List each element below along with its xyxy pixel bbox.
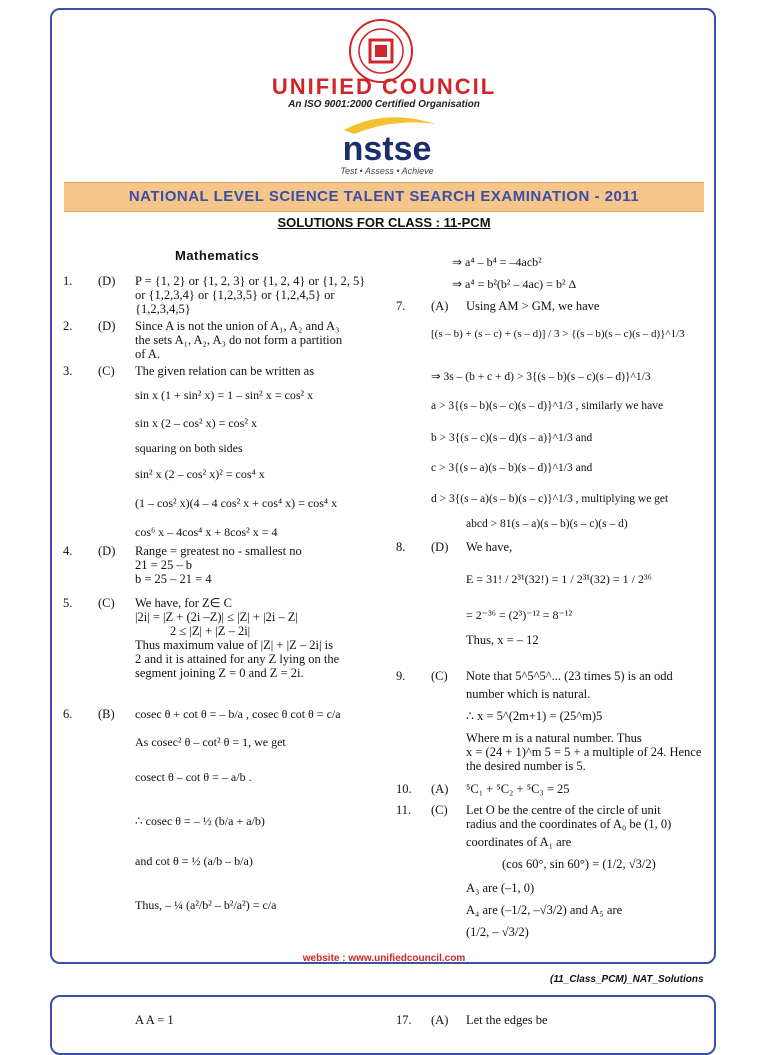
question-number: 8. [396,540,406,554]
website-link[interactable]: website : www.unifiedcouncil.com [302,953,466,964]
solution-line: number which is natural. [466,687,591,701]
solution-line: Note that 5^5^5^... (23 times 5) is an odd [466,669,673,683]
subject-heading: Mathematics [175,248,260,263]
equation: cosec θ + cot θ = – b/a , cosec θ cot θ = c/a [135,707,341,721]
nstse-swoosh-icon [324,112,450,178]
question-number: 6. [63,707,73,721]
solution-line: coordinates of A₁ are [466,835,572,849]
solution-line: ∴ x = 5^(2m+1) = (25^m)5 [466,709,603,723]
equation: ⇒ 3s – (b + c + d) > 3{(s – b)(s – c)(s – d)}^1/3 [431,371,651,383]
equation: sin² x (2 – cos² x)² = cos⁴ x [135,467,265,481]
question-number: 10. [396,782,412,796]
solution-line: (cos 60°, sin 60°) = (1/2, √3/2) [502,857,656,871]
equation: As cosec² θ – cot² θ = 1, we get [135,735,286,749]
equation: abcd > 81(s – a)(s – b)(s – c)(s – d) [466,518,628,530]
next-page-text: A A = 1 [135,1013,174,1027]
solution-line: We have, for Z∈ C [135,596,233,610]
answer-option: (D) [98,544,116,558]
footer-code: (11_Class_PCM)_NAT_Solutions [550,974,704,985]
answer-option: (C) [431,803,448,817]
equation: cos⁶ x – 4cos⁴ x + 8cos² x = 4 [135,525,278,539]
equation: Thus, – ¼ (a²/b² – b²/a²) = c/a [135,898,277,912]
answer-option: (D) [98,319,116,333]
iso-tagline: An ISO 9001:2000 Certified Organisation [288,99,480,110]
nstse-tagline: Test • Assess • Achieve [340,166,434,176]
solution-line: of A. [135,347,160,361]
equation: a > 3{(s – b)(s – c)(s – d)}^1/3 , similarly we have [431,400,664,412]
solution-line: 2 and it is attained for any Z lying on the [135,652,340,666]
solution-line: |2i| = |Z + (2i –Z)| ≤ |Z| + |2i – Z| [135,610,298,624]
question-number: 7. [396,299,406,313]
nstse-logo [324,112,450,178]
equation: E = 31! / 2³¹(32!) = 1 / 2³¹(32) = 1 / 2³⁶ [466,572,652,586]
solution-line: Range = greatest no - smallest no [135,544,302,558]
solution-line: Where m is a natural number. Thus [466,731,642,745]
solution-line: 21 = 25 – b [135,558,193,572]
answer-option: (C) [98,596,115,610]
solution-line: (1/2, – √3/2) [466,925,529,939]
solution-line: the sets A₁, A₂, A₃ do not form a partition [135,333,343,347]
solution-line: Let O be the centre of the circle of unit [466,803,661,817]
equation: [(s – b) + (s – c) + (s – d)] / 3 > {(s – b)(s – c)(s – d)}^1/3 [431,328,685,340]
exam-banner: NATIONAL LEVEL SCIENCE TALENT SEARCH EXAMINATION - 2011 [64,182,704,212]
solution-line: We have, [466,540,513,554]
next-page-text: Let the edges be [466,1013,548,1027]
solution-line: 2 ≤ |Z| + |Z – 2i| [170,624,251,638]
solution-line: ⁵C₁ + ⁵C₂ + ⁵C₃ = 25 [466,782,570,796]
equation: squaring on both sides [135,441,243,455]
answer-option: (D) [431,540,449,554]
equation: cosect θ – cot θ = – a/b . [135,770,252,784]
solution-line: segment joining Z = 0 and Z = 2i. [135,666,304,680]
question-number: 2. [63,319,73,333]
equation: sin x (2 – cos² x) = cos² x [135,416,257,430]
solution-line: The given relation can be written as [135,364,315,378]
question-number: 9. [396,669,406,683]
nstse-logo-text: nstse [342,130,432,168]
solution-line: Thus maximum value of |Z| + |Z – 2i| is [135,638,333,652]
question-number: 4. [63,544,73,558]
answer-option: (C) [98,364,115,378]
equation: ⇒ a⁴ – b⁴ = –4acb² [452,255,542,269]
equation: = 2⁻³⁶ = (2³)⁻¹² = 8⁻¹² [466,608,573,622]
solution-line: Since A is not the union of A₁, A₂ and A₃ [135,319,340,333]
solution-line: P = {1, 2} or {1, 2, 3} or {1, 2, 4} or {1, 2, 5} [135,274,366,288]
equation: ∴ cosec θ = – ½ (b/a + a/b) [135,814,265,828]
next-page-number: 17. [396,1013,412,1027]
question-number: 11. [396,803,412,817]
solution-line: or {1,2,3,4} or {1,2,3,5} or {1,2,4,5} or [135,288,335,302]
solution-line: A₃ are (–1, 0) [466,881,535,895]
answer-option: (D) [98,274,116,288]
solution-line: b = 25 – 21 = 4 [135,572,212,586]
answer-option: (A) [431,299,449,313]
class-title: SOLUTIONS FOR CLASS : 11-PCM [277,215,491,230]
next-page-answer: (A) [431,1013,449,1027]
equation: (1 – cos² x)(4 – 4 cos² x + cos⁴ x) = cos⁴ x [135,496,338,510]
equation: b > 3{(s – c)(s – d)(s – a)}^1/3 and [431,432,593,444]
brand-name: UNIFIED COUNCIL [271,74,497,99]
equation: and cot θ = ½ (a/b – b/a) [135,854,253,868]
solution-line: x = (24 + 1)^m 5 = 5 + a multiple of 24. Hence [466,745,702,759]
answer-option: (C) [431,669,448,683]
solution-line: Using AM > GM, we have [466,299,600,313]
equation: d > 3{(s – a)(s – b)(s – c)}^1/3 , multiplying we get [431,493,669,505]
equation: c > 3{(s – a)(s – b)(s – d)}^1/3 and [431,462,593,474]
answer-option: (B) [98,707,115,721]
question-number: 3. [63,364,73,378]
answer-option: (A) [431,782,449,796]
question-number: 5. [63,596,73,610]
equation: ⇒ a⁴ = b²(b² – 4ac) = b² Δ [452,277,577,291]
solution-line: the desired number is 5. [466,759,586,773]
question-number: 1. [63,274,73,288]
solution-line: A₄ are (–1/2, –√3/2) and A₅ are [466,903,623,917]
equation: sin x (1 + sin² x) = 1 – sin² x = cos² x [135,388,314,402]
solution-line: Thus, x = – 12 [466,633,539,647]
solution-line: {1,2,3,4,5} [135,302,191,316]
solution-line: radius and the coordinates of A₀ be (1, 0) [466,817,672,831]
